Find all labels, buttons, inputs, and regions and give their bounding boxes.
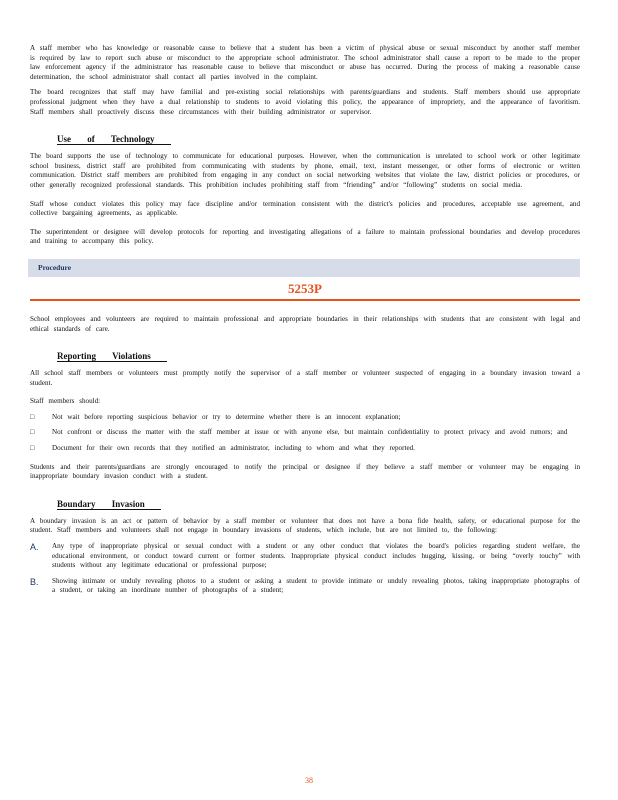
reporting-paragraph-1: All school staff members or volunteers must promptly notify the supervisor of a staff member or volunteer suspected of engaging in a boundary invasion toward a student. (30, 369, 580, 387)
intro-paragraph-1: A staff member who has knowledge or reasonable cause to believe that a student has been a victim of physical abuse or sexual misconduct by another staff member is required by law to report such abuse or misconduct to the appropriate school administrator. The school administrator shall cause a report to be made to the proper law enforcement agency if the administrator has reasonable cause to believe that misconduct or abuse has occurred. During the process of making a reasonable cause determination, the school administrator shall contact all parties involved in the complaint. (30, 44, 580, 81)
boundary-item-a: Any type of inappropriate physical or sexual conduct with a student or any other conduct that violates the board's policies regarding student welfare, the educational environment, or conduct toward current or former students. Inappropriate physical conduct includes hugging, kissing, or being “overly touchy” with students without any legitimate educational or professional purpose; (52, 542, 580, 570)
checkbox-bullet-icon: □ (30, 444, 35, 453)
reporting-bullet-1: Not wait before reporting suspicious behavior or try to determine whether there is an innocent explanation; (52, 412, 401, 421)
boundary-heading: Boundary Invasion (57, 499, 161, 510)
checkbox-bullet-icon: □ (30, 412, 35, 421)
reporting-bullet-2: Not confront or discuss the matter with the staff member at issue or with anyone else, but maintain confidentiality to protect privacy and avoid rumors; and (52, 428, 568, 437)
document-page (30, 44, 580, 596)
technology-paragraph-1: The board supports the use of technology to communicate for educational purposes. However, when the communication is unrelated to school work or other legitimate school business, district staff are prohibited from communicating with students by phone, email, text, instant messenger, or other forms of electronic or written communication. District staff members are prohibited from engaging in any conduct on social networking websites that violate the law, district policies or procedures, or other generally recognized professional standards. This prohibition includes prohibiting staff from “friending” and/or “following” students on social media. (30, 152, 580, 189)
intro-paragraph-2: The board recognizes that staff may have familial and pre-existing social relationships with parents/guardians and students. Staff members should use appropriate professional judgment when they have a dual relationship to students to avoid violating this policy, the appearance of impropriety, and the appearance of favoritism. Staff members shall proactively discuss these circumstances with their building administrator or supervisor. (30, 88, 580, 116)
reporting-paragraph-3: Students and their parents/guardians are strongly encouraged to notify the principal or designee if they believe a staff member or volunteer may be engaging in inappropriate boundary invasion conduct with a student. (30, 462, 580, 481)
list-item (30, 413, 580, 423)
procedure-bar: Procedure (28, 259, 580, 277)
reporting-paragraph-2: Staff members should: (30, 397, 101, 406)
technology-paragraph-3: The superintendent or designee will develop protocols for reporting and investigating allegations of a failure to maintain professional boundaries and develop procedures and training to accompany this policy. (30, 227, 580, 246)
page-number: 38 (305, 776, 313, 785)
list-letter: A. (30, 542, 39, 553)
reporting-bullet-3: Document for their own records that they notified an administrator, including to whom and what they reported. (52, 444, 415, 453)
list-letter: B. (30, 576, 39, 587)
checkbox-bullet-icon: □ (30, 428, 35, 437)
list-item (30, 577, 580, 596)
procedure-divider (30, 299, 580, 301)
boundary-heading-wrap (30, 494, 580, 512)
list-item (30, 444, 580, 454)
list-item (30, 542, 580, 571)
procedure-code: 5253P (288, 280, 322, 296)
boundary-paragraph-1: A boundary invasion is an act or pattern of behavior by a staff member or volunteer that does not have a bona fide health, safety, or educational purpose for the student. Staff members and volunteers shall not engage in boundary invasions of students, which include, but are not limited to, the following: (30, 516, 580, 535)
boundary-item-b: Showing intimate or unduly revealing photos to a student or asking a student to provide intimate or unduly revealing photos, taking inappropriate photographs of a student, or taking an inordinate number of photographs of a student; (52, 576, 580, 595)
list-item (30, 428, 580, 438)
technology-paragraph-2: Staff whose conduct violates this policy may face discipline and/or termination consistent with the district's policies and procedures, acceptable use agreement, and collective bargaining agreements, as applicable. (30, 199, 580, 218)
technology-heading: Use of Technology (57, 134, 171, 145)
reporting-heading-wrap (30, 346, 580, 364)
procedure-paragraph-1: School employees and volunteers are required to maintain professional and appropriate boundaries in their relationships with students that are consistent with legal and ethical standards of care. (30, 314, 580, 333)
reporting-heading: Reporting Violations (57, 351, 167, 362)
technology-heading-wrap (30, 129, 580, 147)
